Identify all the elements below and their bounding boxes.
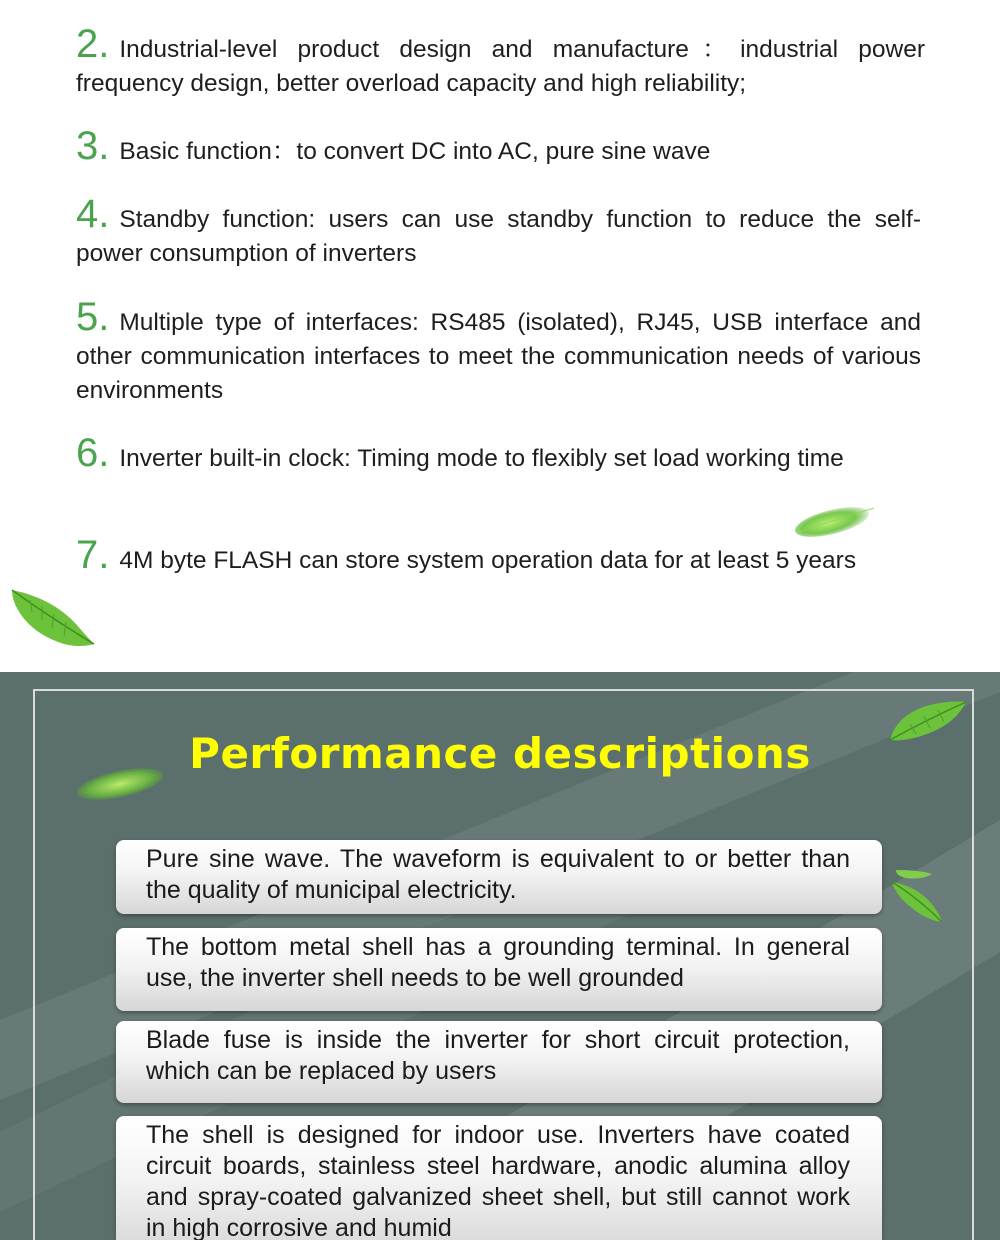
performance-card-text: The bottom metal shell has a grounding terminal. In general use, the inverter shell needs to be well grounded [146,933,850,992]
performance-section [0,672,1000,1240]
feature-number: 2. [76,22,110,66]
feature-text: Industrial-level product design and manufacture：industrial power frequency design, better overload capacity and high reliability; [76,36,925,97]
feature-text: Basic function：to convert DC into AC, pure sine wave [119,138,711,165]
feature-item-7 [76,533,921,578]
performance-card-text: Pure sine wave. The waveform is equivalent to or better than the quality of municipal electricity. [146,845,850,904]
feature-text: Inverter built-in clock: Timing mode to flexibly set load working time [119,445,844,472]
feature-item-5 [76,295,921,408]
performance-card-text: Blade fuse is inside the inverter for short circuit protection, which can be replaced by users [146,1026,850,1085]
leaf-icon [790,498,880,542]
feature-number: 5. [76,295,110,339]
performance-card [116,928,882,1011]
feature-text: Multiple type of interfaces: RS485 (isolated), RJ45, USB interface and other communication interfaces to meet the communication needs of various environments [76,309,921,404]
feature-item-3 [76,124,921,169]
leaf-icon [70,762,170,806]
feature-number: 4. [76,192,110,236]
feature-text: 4M byte FLASH can store system operation data for at least 5 years [119,547,857,574]
leaf-icon [886,864,948,926]
feature-item-4 [76,192,921,271]
feature-number: 6. [76,431,110,475]
leaf-icon [886,696,970,744]
feature-item-6 [76,431,921,476]
feature-number: 7. [76,533,110,577]
leaf-icon [8,586,96,652]
section-title: Performance descriptions [189,729,811,778]
feature-item-2 [76,22,925,101]
feature-text: Standby function: users can use standby function to reduce the self-power consumption of inverters [76,206,921,267]
performance-card [116,840,882,914]
performance-card [116,1116,882,1240]
performance-card [116,1021,882,1103]
feature-number: 3. [76,124,110,168]
performance-card-text: The shell is designed for indoor use. Inverters have coated circuit boards, stainless steel hardware, anodic alumina alloy and spray-coated galvanized sheet shell, but still cannot work in high corrosive and humid [146,1121,850,1240]
